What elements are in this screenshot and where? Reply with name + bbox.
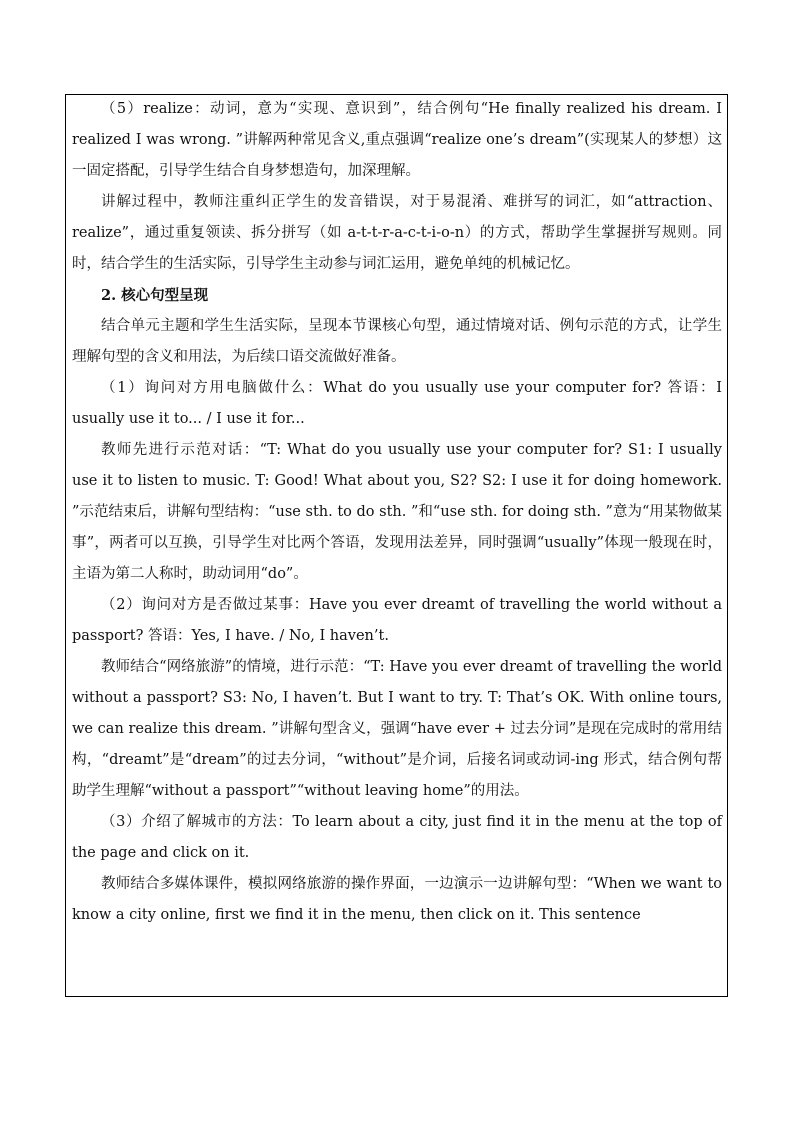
- section-heading: 2. 核心句型呈现: [101, 287, 209, 304]
- paragraph-demo-3: 教师结合多媒体课件，模拟网络旅游的操作界面，一边演示一边讲解句型：“When we want to know a city online, first we find it in the menu, then click on it. This sentence: [72, 876, 722, 923]
- paragraph-intro: 结合单元主题和学生生活实际，呈现本节课核心句型，通过情境对话、例句示范的方式，让学生理解句型的含义和用法，为后续口语交流做好准备。: [72, 318, 722, 365]
- paragraph-pattern-1: （1）询问对方用电脑做什么：What do you usually use your computer for? 答语：I usually use it to... / I use it for...: [72, 380, 722, 427]
- paragraph-demo-1: 教师先进行示范对话：“T: What do you usually use your computer for? S1: I usually use it to listen to music. T: Good! What about you, S2? S2: I use it for doing homework. ”示范结束后，讲解句型结构：“use sth. to do sth. ”和“use sth. for doing sth. ”意为“用某物做某事”，两者可以互换，引导学生对比两个答语，发现用法差异，同时强调“usually”体现一般现在时，主语为第二人称时，助动词用“do”。: [72, 442, 722, 582]
- paragraph-realize: （5）realize：动词，意为“实现、意识到”，结合例句“He finally realized his dream. I realized I was wrong. ”讲解两种常见含义,重点强调“realize one’s dream”(实现某人的梦想）这一固定搭配，引导学生结合自身梦想造句，加深理解。: [72, 101, 722, 179]
- paragraph-teaching-process: 讲解过程中，教师注重纠正学生的发音错误，对于易混淆、难拼写的词汇，如“attraction、realize”，通过重复领读、拆分拼写（如 a-t-t-r-a-c-t-i-o-n）的方式，帮助学生掌握拼写规则。同时，结合学生的生活实际，引导学生主动参与词汇运用，避免单纯的机械记忆。: [72, 194, 722, 272]
- paragraph-demo-2: 教师结合“网络旅游”的情境，进行示范：“T: Have you ever dreamt of travelling the world without a passport? S3: No, I haven’t. But I want to try. T: That’s OK. With online tours, we can realize this dream. ”讲解句型含义，强调“have ever + 过去分词”是现在完成时的常用结构，“dreamt”是“dream”的过去分词，“without”是介词，后接名词或动词-ing 形式，结合例句帮助学生理解“without a passport”“without leaving home”的用法。: [72, 659, 722, 799]
- paragraph-pattern-2: （2）询问对方是否做过某事：Have you ever dreamt of travelling the world without a passport? 答语：Yes, I have. / No, I haven’t.: [72, 597, 722, 644]
- document-body: [72, 94, 722, 931]
- paragraph-pattern-3: （3）介绍了解城市的方法：To learn about a city, just find it in the menu at the top of the page and click on it.: [72, 814, 722, 861]
